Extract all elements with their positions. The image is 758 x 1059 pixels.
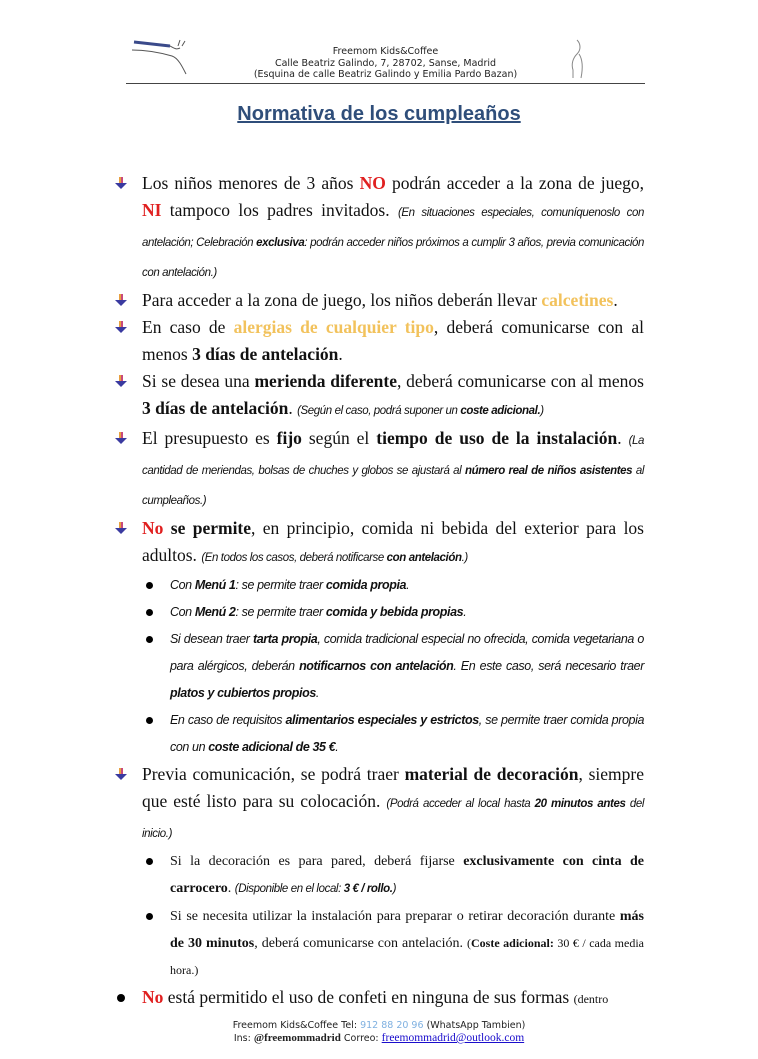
text-segment: (En todos los casos, deberá notificarse (201, 552, 387, 564)
text-segment: calcetines (541, 290, 614, 310)
header-divider (126, 83, 645, 84)
text-segment: tiempo de uso de la instalación (376, 428, 618, 448)
arrow-down-icon (114, 425, 128, 453)
text-segment: se permite (163, 518, 252, 538)
text-segment: según el (301, 428, 377, 448)
text-segment: tarta propia (252, 632, 318, 646)
text-segment: podrán acceder a la zona de juego, (385, 173, 644, 193)
text-segment: , deberá comunicarse con al menos (396, 371, 644, 391)
bullet-dot-icon (146, 636, 153, 643)
text-segment: , comida tradicional especial no ofrecida, comida vegetariana o para alérgicos, deberán (170, 632, 644, 673)
text-segment: , en principio, comida ni bebida del exterior para los adultos. (142, 518, 644, 565)
text-segment: más de 30 minutos (170, 909, 644, 951)
footer-tel-label: Tel: (341, 1020, 358, 1031)
bullet-dot-icon (146, 609, 153, 616)
rule-item (142, 515, 644, 572)
footer-mail-label: Correo: (343, 1033, 379, 1044)
text-segment: No (142, 987, 164, 1007)
text-segment: Si desean traer (170, 632, 253, 646)
rule-item (142, 425, 644, 515)
header-address-note: (Esquina de calle Beatriz Galindo y Emilia Pardo Bazan) (253, 69, 518, 80)
text-segment: Con (170, 578, 195, 592)
text-segment: 3 días de antelación (142, 398, 289, 418)
text-segment: El presupuesto es (142, 428, 277, 448)
text-segment: No (142, 518, 164, 538)
rule-item (142, 368, 644, 425)
text-segment: .) (461, 552, 468, 564)
footer-tel[interactable]: 912 88 20 96 (360, 1020, 424, 1031)
text-segment: . (227, 881, 235, 896)
text-segment: Con (170, 605, 195, 619)
footer-instagram: @freemommadrid (253, 1032, 341, 1044)
footer (0, 1019, 758, 1059)
rule-item (142, 287, 644, 314)
text-segment: : se permite traer (235, 578, 326, 592)
text-segment: Si se desea una (142, 371, 255, 391)
text-segment: ) (540, 405, 544, 417)
text-segment: . (406, 578, 410, 592)
text-segment: alimentarios especiales y estrictos (285, 713, 479, 727)
text-segment: . (288, 398, 298, 418)
text-segment: , deberá comunicarse con antelación. (254, 936, 468, 951)
text-segment: Para acceder a la zona de juego, los niños deberán llevar (142, 290, 542, 310)
text-segment: fijo (276, 428, 302, 448)
text-segment: (dentro (573, 992, 609, 1006)
arrow-down-icon (114, 170, 128, 198)
rule-subitem (170, 599, 644, 626)
text-segment: Menú 2 (194, 605, 236, 619)
text-segment: , siempre que esté listo para su colocación. (142, 764, 644, 811)
text-segment: En caso de requisitos (170, 713, 286, 727)
text-segment: está permitido el uso de confeti en ninguna de sus formas (163, 987, 574, 1007)
letterhead (126, 46, 645, 81)
rule-item (142, 314, 644, 368)
text-segment: exclusivamente con cinta de carrocero (170, 854, 645, 896)
text-segment: NO (359, 173, 386, 193)
text-segment: con antelación (386, 552, 462, 564)
text-segment: (Disponible en el local: (234, 883, 344, 895)
text-segment: tampoco los padres invitados. (161, 200, 398, 220)
page-top (0, 0, 758, 170)
text-segment: coste adicional de 35 € (208, 740, 336, 754)
text-segment: : se permite traer (235, 605, 326, 619)
text-segment: platos y cubiertos propios (170, 686, 316, 700)
rules-list (142, 170, 644, 1013)
text-segment: En caso de (142, 317, 234, 337)
text-segment: al cumpleaños.) (142, 465, 644, 507)
bullet-dot-icon (146, 913, 153, 920)
text-segment: Coste adicional: (471, 936, 554, 950)
bullet-dot-icon (146, 717, 153, 724)
arrow-down-icon (114, 761, 128, 789)
rule-subitem (170, 572, 644, 599)
text-segment: coste adicional. (460, 405, 541, 417)
text-segment: . (315, 686, 319, 700)
footer-whatsapp: (WhatsApp Tambien) (426, 1020, 526, 1031)
text-segment: del inicio.) (142, 798, 644, 840)
text-segment: comida propia (325, 578, 407, 592)
text-segment: Si se necesita utilizar la instalación para preparar o retirar decoración durante (170, 909, 620, 924)
text-segment: (En situaciones especiales, comuníquenoslo con antelación; Celebración (142, 207, 644, 249)
text-segment: (Según el caso, podrá suponer un (297, 405, 461, 417)
arrow-down-icon (114, 287, 128, 315)
dot-icon (114, 984, 128, 1002)
text-segment: merienda diferente (254, 371, 397, 391)
rule-item (142, 761, 644, 848)
rule-item (142, 170, 644, 287)
rule-subitem (170, 626, 644, 707)
rule-subitem (170, 848, 644, 903)
rule-subitem (170, 707, 644, 761)
text-segment: . (613, 290, 618, 310)
text-segment: . (335, 740, 339, 754)
text-segment: , se permite traer comida propia con un (170, 713, 644, 754)
text-segment: (La cantidad de meriendas, bolsas de chuches y globos se ajustará al (142, 435, 644, 477)
text-segment: : podrán acceder niños próximos a cumplir 3 años, previa comunicación con antelación.) (142, 237, 644, 279)
text-segment: número real de niños asistentes (465, 465, 633, 477)
text-segment: NI (142, 200, 162, 220)
bullet-dot-icon (146, 858, 153, 865)
text-segment: ( (467, 936, 472, 950)
text-segment: 30 € / cada media hora.) (170, 936, 644, 977)
footer-ins-label: Ins: (233, 1033, 251, 1044)
text-segment: 20 minutos antes (534, 798, 626, 810)
arrow-down-icon (114, 515, 128, 543)
text-segment: (Podrá acceder al local hasta (386, 798, 535, 810)
text-segment: Si la decoración es para pared, deberá fijarse (170, 854, 464, 869)
text-segment: 3 € / rollo. (343, 883, 393, 895)
footer-name: Freemom Kids&Coffee (232, 1020, 339, 1031)
bullet-dot-icon (146, 582, 153, 589)
text-segment: . (617, 428, 629, 448)
text-segment: alergias de cualquier tipo (233, 317, 434, 337)
text-segment: . (463, 605, 467, 619)
header-address: Calle Beatriz Galindo, 7, 28702, Sanse, Madrid (274, 57, 497, 69)
text-segment: Los niños menores de 3 años (142, 173, 360, 193)
arrow-down-icon (114, 314, 128, 342)
arrow-down-icon (114, 368, 128, 396)
text-segment: ) (392, 883, 397, 895)
rule-item (142, 984, 644, 1013)
text-segment: , deberá comunicarse con al menos (142, 317, 644, 364)
text-segment: material de decoración (404, 764, 579, 784)
text-segment: 3 días de antelación (192, 344, 339, 364)
text-segment: Menú 1 (194, 578, 236, 592)
rule-subitem (170, 903, 644, 984)
text-segment: notificarnos con antelación (299, 659, 454, 673)
footer-email-link[interactable]: freemommadrid@outlook.com (381, 1032, 525, 1044)
page-title: Normativa de los cumpleaños (237, 103, 521, 125)
text-segment: . En este caso, será necesario traer (453, 659, 644, 673)
text-segment: . (338, 344, 343, 364)
header-business-name: Freemom Kids&Coffee (332, 46, 439, 57)
text-segment: Previa comunicación, se podrá traer (142, 764, 405, 784)
text-segment: comida y bebida propias (325, 605, 464, 619)
text-segment: exclusiva (256, 237, 305, 249)
